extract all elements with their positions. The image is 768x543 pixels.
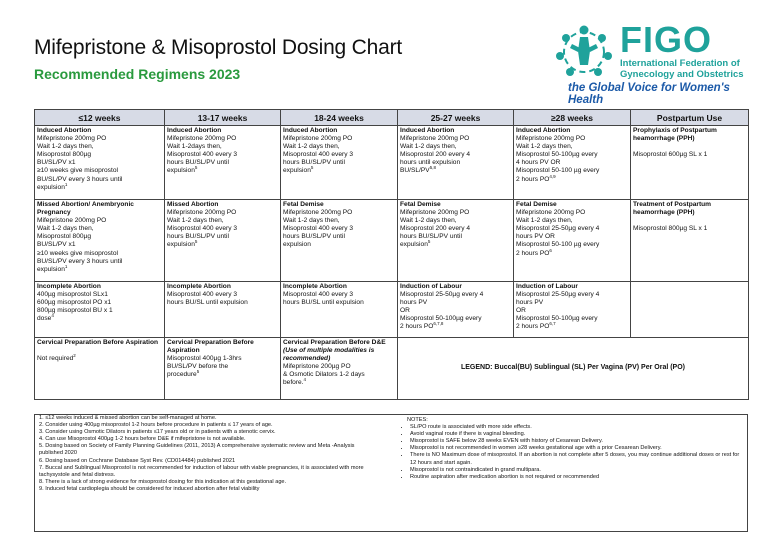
cell-line-text: Misoprostol 800µg [37,233,92,241]
table-row [35,338,749,400]
cell-line-text: Misoprostol 25-50µg every 4 [516,291,600,299]
cell-line [37,291,162,299]
cell-line [37,263,162,274]
cell-line [37,225,162,233]
cell-line-text: Wait 1-2 days then, [516,217,573,225]
cell-line-text: hours BU/SL until expulsion [167,299,248,307]
note-item: • Misoprostol is not recommended in women ≥28 weeks gestational age with a prior Cesarean Delivery. [410,445,741,452]
cell-line [516,151,628,159]
cell-note: (Use of multiple modalities is recommended) [283,347,375,363]
table-cell [631,126,749,200]
cell-line [37,258,162,266]
cell-line-text: Misoprostol 200 every 4 [400,225,471,233]
cell-title: Cervical Preparation Before D&E [283,339,386,346]
cell-line-text: before. [283,379,304,387]
footnote-ref: 5 [196,369,200,375]
footnote: 4. Can use Misoprostol 400µg 1-2 hours before D&E if mifepristone is not available. [39,436,246,443]
cell-line [283,135,395,143]
cell-line-text: Mifepristone 200mg PO [37,217,107,225]
cell-line [37,233,162,241]
cell-line [37,167,162,175]
table-cell [165,282,281,338]
cell-line-text: Misoprostol 800µg SL x 1 [633,225,708,233]
notes-title: NOTES: [407,417,428,423]
footnote-ref: 5 [194,239,198,245]
footnote: 9. Induced fetal cardioplegia should be considered for induced abortion after fetal viability [39,485,260,492]
cell-line-text: 800µg misoprostol BU x 1 [37,307,113,315]
cell-line-text: dose [37,315,52,323]
note-item: • SL/PO route is associated with more side effects. [410,424,741,431]
note-item: • Routine aspiration after medication abortion is not required or recommended [410,474,741,481]
cell-line [283,217,395,225]
cell-line-text: expulsion [283,241,311,249]
cell-line [516,225,628,233]
cell-line [167,143,278,151]
table-cell [35,338,165,400]
notes-section [401,417,741,481]
cell-line-text: Mifepristone 200mg PO [37,135,107,143]
footnote-ref: 2 [73,353,76,358]
figo-logo-icon [552,22,616,82]
footnote-ref: 1 [64,181,68,187]
footnote-ref: 5 [310,165,314,171]
footnote: 1. ≤12 weeks induced & missed abortion can be self-managed at home. [39,415,217,421]
cell-line [516,307,628,315]
cell-title: Fetal Demise [516,201,557,208]
table-cell [398,282,514,338]
cell-title: Treatment of Postpartum heamorrhage (PPH) [633,201,712,217]
cell-line-text: expulsion [37,265,65,273]
cell-line-text: Misoprostol 25-50µg every 4 [516,225,600,233]
figo-logo [620,19,760,80]
cell-line [37,307,162,315]
cell-line [633,225,746,233]
cell-line-text: hours BU/SL/PV until [283,159,345,167]
cell-line [37,143,162,151]
cell-line [167,291,278,299]
cell-line-text: hours PV [400,299,428,307]
page-subtitle: Recommended Regimens 2023 [34,66,241,82]
cell-line-text: hours PV OR [516,233,555,241]
cell-line [283,143,395,151]
table-cell [281,338,398,400]
table-cell [281,200,398,282]
cell-line-text: hours BU/SL until expulsion [283,299,364,307]
table-cell [514,200,631,282]
cell-line-text: OR [516,307,526,315]
table-cell [514,282,631,338]
table-row [35,200,749,282]
cell-line-text: 400µg misoprostol SLx1 [37,291,108,299]
cell-line-text: Misoprostol 50-100µg every [516,315,598,323]
cell-line [167,241,278,249]
cell-line [283,225,395,233]
cell-line-text: hours BU/SL/PV until [400,233,462,241]
cell-line-text: Wait 1-2 days then, [516,143,573,151]
cell-line [37,151,162,159]
cell-line-text: Misoprostol 400 every 3 [167,225,238,233]
col-header: 18-24 weeks [281,110,398,126]
dosing-table [34,109,749,400]
cell-line-text: BU/SL/PV x1 [37,241,76,249]
table-cell [281,282,398,338]
cell-line [516,143,628,151]
cell-line-text: ≥10 weeks give misoprostol [37,167,118,175]
table-cell [514,126,631,200]
cell-line-text: BU/SL/PV before the [167,363,229,371]
cell-line-text: expulsion [37,183,65,191]
table-cell [165,200,281,282]
cell-line-text: Wait 1-2 days then, [283,217,340,225]
footnote: 5. Dosing based on Society of Family Planning Guidelines (2011, 2013) A comprehensive systematic review and Meta -Analysis published 2020 [39,443,355,457]
cell-line [283,363,395,371]
cell-line-text: Misoprostol 400 every 3 [283,151,354,159]
cell-line-text: Wait 1-2days then, [167,143,222,151]
figo-full-name: International Federation of Gynecology and Obstetrics [620,58,744,80]
cell-line [400,209,511,217]
cell-line-text: Not required [37,355,74,363]
table-cell [398,126,514,200]
cell-line [283,379,395,387]
cell-line-text: Misoprostol 400 every 3 [283,225,354,233]
cell-title: Prophylaxis of Postpartum heamorrhage (PPH) [633,127,717,143]
col-header: 25-27 weeks [398,110,514,126]
cell-line [167,135,278,143]
cell-title: Cervical Preparation Before Aspiration [37,339,159,346]
cell-line [283,151,395,159]
legend: LEGEND: Buccal(BU) Sublingual (SL) Per Vagina (PV) Per Oral (PO) [398,338,749,400]
cell-line [516,247,628,258]
cell-line-text: procedure [167,371,197,379]
table-cell [281,126,398,200]
cell-line [37,315,162,323]
cell-line-text: Mifepristone 200mg PO [283,135,353,143]
cell-line [516,217,628,225]
cell-line [283,241,395,249]
table-cell [398,200,514,282]
cell-line-text: Wait 1-2 days then, [400,217,457,225]
cell-line [400,143,511,151]
cell-line [167,299,278,307]
cell-title: Cervical Preparation Before Aspiration [167,339,254,355]
cell-line [283,291,395,299]
cell-title: Fetal Demise [283,201,324,208]
cell-title: Induced Abortion [400,127,455,134]
cell-line-text: hours BU/SL/PV until [167,233,229,241]
cell-line-text: Wait 1-2 days then, [283,143,340,151]
cell-line-text: expulsion [400,241,428,249]
cell-line [167,371,278,379]
cell-line-text: 2 hours PO [400,323,434,331]
cell-line-text: Wait 1-2 days then, [37,225,94,233]
cell-line [37,217,162,225]
cell-line-text: Mifepristone 200mg PO [400,209,470,217]
figo-tagline: the Global Voice for Women's Health [568,82,730,106]
cell-line-text: Misoprostol 50-100 µg every [516,167,600,175]
table-row [35,126,749,200]
note-item: • Misoprostol is SAFE below 28 weeks EVEN with history of Cesarean Delivery. [410,438,741,445]
cell-line-text: Mifepristone 200mg PO [516,135,586,143]
col-header: ≤12 weeks [35,110,165,126]
cell-line [400,151,511,159]
cell-line-text: Wait 1-2 days then, [167,217,224,225]
cell-line-text: Misoprostol 400 every 3 [283,291,354,299]
cell-line-text: Misoprostol 25-50µg every 4 [400,291,484,299]
footnote-ref: 5 [427,239,431,245]
col-header: ≥28 weeks [514,110,631,126]
cell-line [516,135,628,143]
cell-line [283,209,395,217]
cell-line [633,143,746,151]
cell-title: Induced Abortion [167,127,222,134]
footnote-ref: 6,7 [549,321,556,327]
cell-line [37,347,162,355]
cell-line [400,225,511,233]
cell-line [633,217,746,225]
table-cell [165,126,281,200]
cell-line-text: Misoprostol 800µg [37,151,92,159]
table-row [35,282,749,338]
cell-line-text: Misoprostol 400µg 1-3hrs [167,355,242,363]
cell-line-text: BU/SL/PV every 3 hours until [37,175,123,183]
cell-line [167,217,278,225]
cell-line-text: Misoprostol 200 every 4 [400,151,471,159]
cell-line [283,233,395,241]
cell-line [516,291,628,299]
note-item: • Avoid vaginal route if there is vaginal bleeding. [410,431,741,438]
cell-title: Incomplete Abortion [283,283,347,290]
footnote: 2. Consider using 400µg misoprostol 1-2 hours before procedure in patients ≤ 17 years of age. [39,422,273,429]
cell-line-text: expulsion [167,241,195,249]
table-cell [165,338,281,400]
cell-title: Induction of Labour [400,283,462,290]
cell-line-text: hours BU/SL/PV until [283,233,345,241]
cell-line-text: Misoprostol 400 every 3 [167,151,238,159]
cell-line [400,299,511,307]
cell-title: Missed Abortion [167,201,219,208]
cell-line [400,323,511,331]
cell-line [283,299,395,307]
footnote: 3. Consider using Osmotic Dilators in patients ≤17 years old or in patients with a stenotic cervix. [39,429,276,436]
cell-line [400,167,511,175]
cell-line [516,241,628,249]
table-cell [35,126,165,200]
cell-title: Missed Abortion/ Anembryonic Pregnancy [37,201,134,217]
page-title: Mifepristone & Misoprostol Dosing Chart [34,36,403,59]
cell-line [516,323,628,331]
cell-line-text: OR [400,307,410,315]
cell-line-text: Misoprostol 50-100µg every [516,151,598,159]
cell-title: Induced Abortion [283,127,338,134]
cell-line-text: 2 hours PO [516,323,550,331]
cell-line-text: Wait 1-2 days then, [400,143,457,151]
cell-line-text: Mifepristone 200µg PO [283,363,351,371]
cell-title: Incomplete Abortion [37,283,101,290]
cell-line [37,299,162,307]
cell-line [516,159,628,167]
cell-line [167,209,278,217]
footnote-ref: 1 [64,263,68,269]
footnote-ref: 4,9 [549,173,556,179]
cell-line-text: Mifepristone 200mg PO [400,135,470,143]
col-header: 13-17 weeks [165,110,281,126]
cell-line [167,167,278,175]
cell-line [516,233,628,241]
cell-line-text: BU/SL/PV [400,167,430,175]
footnote-list [39,415,379,493]
cell-line [167,225,278,233]
cell-line [37,355,162,363]
cell-line [400,135,511,143]
table-cell [631,200,749,282]
cell-line-text: 4 hours PV OR [516,159,561,167]
cell-line [37,159,162,167]
cell-title: Induction of Labour [516,283,578,290]
footnote: 8. There is a lack of strong evidence for misoprostol dosing for this indication at this gestational age. [39,478,287,485]
cell-line [400,241,511,249]
cell-title: Induced Abortion [516,127,571,134]
cell-line-text: Misoprostol 50-100 µg every [516,241,600,249]
cell-line-text: 2 hours PO [516,175,550,183]
cell-line-text: Misoprostol 600µg SL x 1 [633,151,708,159]
cell-line-text: 600µg misoprostol PO x1 [37,299,112,307]
footnote: 7. Buccal and Sublingual Misoprostol is not recommended for induction of labour with viable pregnancies, it is associated with more tachysystole and fetal distress. [39,464,364,478]
cell-line [516,299,628,307]
cell-title: Fetal Demise [400,201,441,208]
cell-line [283,167,395,175]
table-cell [35,282,165,338]
note-item: • There is NO Maximum dose of misoprostol. If an abortion is not complete after 5 doses, you may continue additional doses or rest for 12 hours and start again. [410,452,741,466]
cell-line [400,307,511,315]
cell-line [37,241,162,249]
table-cell [35,200,165,282]
cell-line [37,250,162,258]
cell-line [37,135,162,143]
note-item: • Misoprostol is not contraindicated in grand multipara. [410,467,741,474]
cell-line-text: hours BU/SL/PV until [167,159,229,167]
header-row [35,110,749,126]
cell-line [516,209,628,217]
cell-line-text: ≥10 weeks give misoprostol [37,249,118,257]
footnote-ref: 4 [51,313,54,319]
cell-line-text: hours until expulsion [400,159,461,167]
footnote: 6. Dosing based on Cochrane Database Syst Rev. (CD014484) published 2021 [39,457,236,464]
cell-line [516,173,628,184]
notes-list [401,424,741,481]
footnote-ref: 6 [549,247,552,253]
cell-line-text: Misoprostol 50-100µg every [400,315,482,323]
cell-line [400,217,511,225]
cell-line [400,291,511,299]
cell-title: Incomplete Abortion [167,283,231,290]
cell-line-text: Wait 1-2 days then, [37,143,94,151]
cell-line-text: Mifepristone 200mg PO [283,209,353,217]
footnote-ref: 4 [303,377,307,383]
cell-line-text: Mifepristone 200mg PO [167,135,237,143]
cell-line-text: 2 hours PO [516,249,550,257]
cell-line-text: Misoprostol 400 every 3 [167,291,238,299]
cell-line-text: expulsion [167,167,195,175]
cell-line-text: hours PV [516,299,544,307]
footnote-ref: 6,7,8 [433,321,444,327]
cell-line-text: BU/SL/PV x1 [37,159,76,167]
cell-line [37,181,162,192]
cell-line-text: Mifepristone 200mg PO [167,209,237,217]
footnotes-box [34,414,748,532]
cell-line-text: expulsion [283,167,311,175]
cell-line [167,355,278,363]
figo-name: FIGO [620,19,712,60]
col-header: Postpartum Use [631,110,749,126]
footnote-ref: 5,8 [429,165,436,171]
cell-line [167,151,278,159]
cell-title: Induced Abortion [37,127,92,134]
cell-line-text: Mifepristone 200mg PO [516,209,586,217]
table-cell [631,282,749,338]
cell-line-text: BU/SL/PV every 3 hours until [37,257,123,265]
cell-line-text: & Osmotic Dilators 1-2 days [283,371,365,379]
footnote-ref: 5 [194,165,198,171]
cell-line [516,167,628,175]
cell-line [633,151,746,159]
